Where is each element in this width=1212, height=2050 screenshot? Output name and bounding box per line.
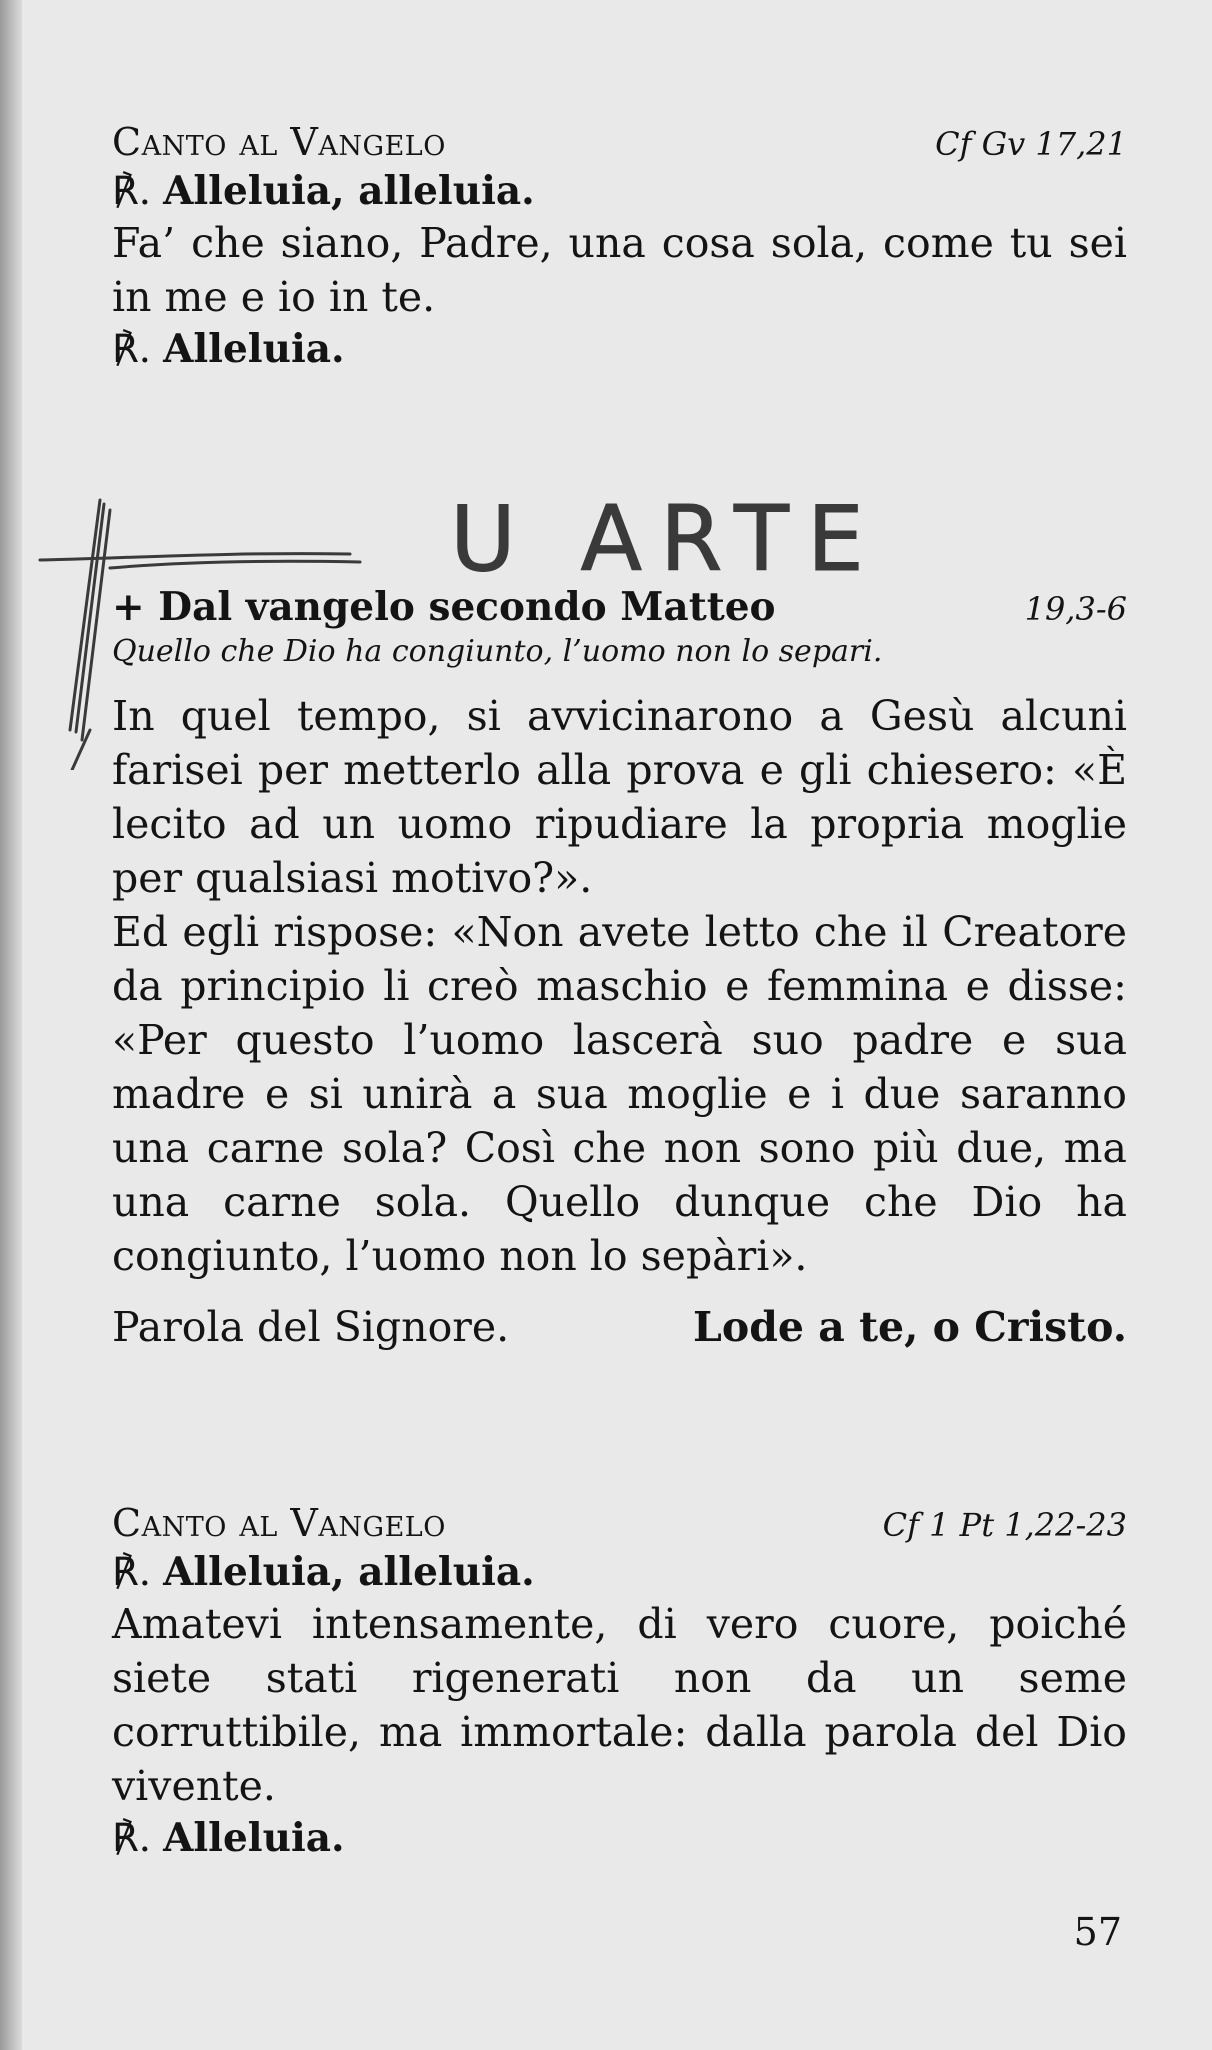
section1-response-2 bbox=[112, 326, 1127, 372]
gospel-paragraph-2: Ed egli rispose: «Non avete letto che il Creatore da principio li creò maschio e femmina e disse: «Per questo l’uomo lascerà suo padre e sua madre e si unirà a sua moglie e i due saranno una carne sola? Così che non sono più due, ma una carne sola. Quello dunque che Dio ha congiunto, l’uomo non lo sepàri». bbox=[112, 908, 1127, 1280]
closing-right: Lode a te, o Cristo. bbox=[693, 1303, 1127, 1351]
section1-heading: Canto al Vangelo bbox=[112, 120, 446, 164]
pencil-horizontal-stroke bbox=[40, 554, 350, 560]
page-edge-shadow bbox=[0, 0, 22, 2050]
gospel-reference: 19,3-6 bbox=[1024, 590, 1127, 628]
response-symbol: ℟. bbox=[112, 1550, 152, 1595]
section1-heading-row bbox=[112, 120, 1127, 164]
response-symbol: ℟. bbox=[112, 169, 152, 214]
section2-heading: Canto al Vangelo bbox=[112, 1501, 446, 1545]
gospel-title: + Dal vangelo secondo Matteo bbox=[112, 584, 776, 630]
section2-reference: Cf 1 Pt 1,22-23 bbox=[882, 1506, 1127, 1544]
handwritten-annotation bbox=[30, 470, 910, 770]
section1-response-1 bbox=[112, 168, 1127, 214]
section1-verse: Fa’ che siano, Padre, una cosa sola, come tu sei in me e io in te. bbox=[112, 219, 1127, 321]
gospel-paragraph-1: In quel tempo, si avvicinarono a Gesù alcuni farisei per metterlo alla prova e gli chiesero: «È lecito ad un uomo ripudiare la propria moglie per qualsiasi motivo?». bbox=[112, 692, 1127, 902]
section2-response-2 bbox=[112, 1815, 1127, 1861]
handwritten-text: U ARTE bbox=[450, 487, 882, 592]
response-text: Alleluia. bbox=[163, 1815, 345, 1861]
response-text: Alleluia. bbox=[163, 326, 345, 372]
pencil-vertical-stroke bbox=[70, 500, 100, 730]
section1-reference: Cf Gv 17,21 bbox=[935, 125, 1127, 163]
response-text: Alleluia, alleluia. bbox=[163, 168, 535, 214]
section2-verse: Amatevi intensamente, di vero cuore, poiché siete stati rigenerati non da un seme corruttibile, ma immortale: dalla parola del Dio vivente. bbox=[112, 1600, 1127, 1810]
page-number: 57 bbox=[1073, 1910, 1122, 1954]
response-symbol: ℟. bbox=[112, 327, 152, 372]
gospel-closing bbox=[112, 1303, 1127, 1351]
closing-left: Parola del Signore. bbox=[112, 1303, 510, 1351]
gospel-subtitle: Quello che Dio ha congiunto, l’uomo non lo separi. bbox=[112, 634, 883, 669]
response-symbol: ℟. bbox=[112, 1816, 152, 1861]
response-text: Alleluia, alleluia. bbox=[163, 1549, 535, 1595]
section2-heading-row bbox=[112, 1501, 1127, 1545]
section2-response-1 bbox=[112, 1549, 1127, 1595]
page-content bbox=[112, 120, 1127, 1863]
